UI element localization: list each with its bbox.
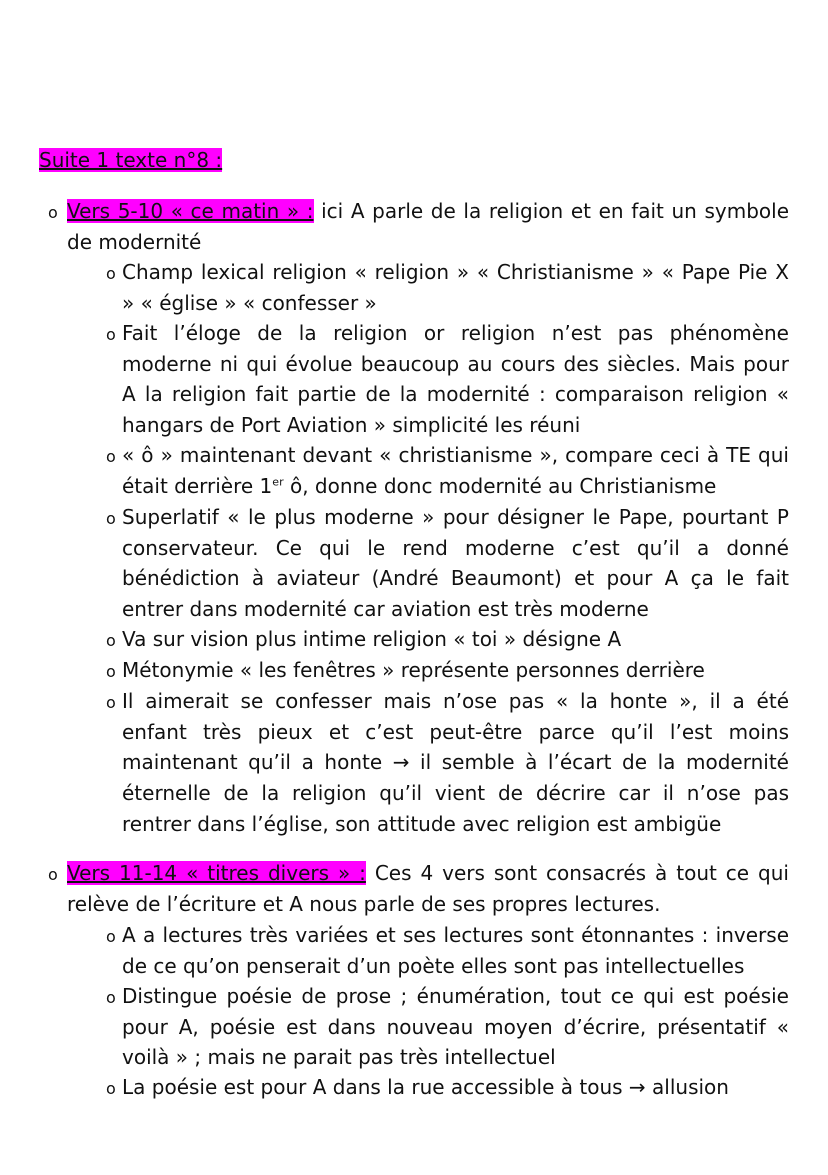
list-item: A a lectures très variées et ses lectures sont étonnantes : inverse de ce qu’on penserait d’un poète elles sont pas intellectuelles bbox=[122, 923, 789, 978]
list-item: Va sur vision plus intime religion « toi » désigne A bbox=[122, 627, 622, 651]
section-bullet: o bbox=[48, 865, 58, 884]
list-item: La poésie est pour A dans la rue accessible à tous → allusion bbox=[122, 1075, 729, 1099]
list-bullet: o bbox=[106, 447, 116, 466]
list-bullet: o bbox=[106, 662, 116, 681]
section-2-intro: Ces 4 vers sont consacrés à tout ce qui relève de l’écriture et A nous parle de ses propres lectures. bbox=[67, 861, 789, 916]
list-item: Il aimerait se confesser mais n’ose pas « la honte », il a été enfant très pieux et c’est peut-être parce qu’il l’est moins maintenant qu’il a honte → il semble à l’écart de la modernité éternelle de la religion qu’il vient de décrire car il n’ose pas rentrer dans l’église, son attitude avec religion est ambigüe bbox=[122, 689, 789, 836]
list-item: Fait l’éloge de la religion or religion n’est pas phénomène moderne ni qui évolue beaucoup au cours des siècles. Mais pour A la religion fait partie de la modernité : comparaison religion « hangars de Port Aviation » simplicité les réuni bbox=[122, 321, 789, 438]
list-bullet: o bbox=[106, 1079, 116, 1098]
section-1-paragraph bbox=[67, 196, 789, 257]
section-1-intro: ici A parle de la religion et en fait un symbole de modernité bbox=[67, 199, 790, 254]
list-item: Champ lexical religion « religion » « Christianisme » « Pape Pie X » « église » « confesser » bbox=[122, 260, 789, 315]
list-bullet: o bbox=[106, 927, 116, 946]
list-bullet: o bbox=[106, 693, 116, 712]
list-bullet: o bbox=[106, 509, 116, 528]
list-item: Métonymie « les fenêtres » représente personnes derrière bbox=[122, 658, 705, 682]
list-bullet: o bbox=[106, 631, 116, 650]
section-2-paragraph bbox=[67, 858, 789, 919]
list-bullet: o bbox=[106, 325, 116, 344]
list-bullet: o bbox=[106, 264, 116, 283]
section-1-heading: Vers 5-10 « ce matin » : bbox=[67, 199, 314, 223]
section-2-heading: Vers 11-14 « titres divers » : bbox=[67, 861, 366, 885]
list-item: Distingue poésie de prose ; énumération, tout ce qui est poésie pour A, poésie est dans nouveau moyen d’écrire, présentatif « voilà » ; mais ne parait pas très intellectuel bbox=[122, 984, 789, 1070]
list-bullet: o bbox=[106, 988, 116, 1007]
list-item: « ô » maintenant devant « christianisme », compare ceci à TE qui était derrière 1er ô, donne donc modernité au Christianisme bbox=[122, 443, 789, 498]
section-bullet: o bbox=[48, 203, 58, 222]
list-item: Superlatif « le plus moderne » pour désigner le Pape, pourtant P conservateur. Ce qui le rend moderne c’est qu’il a donné bénédiction à aviateur (André Beaumont) et pour A ça le fait entrer dans modernité car aviation est très moderne bbox=[122, 505, 789, 622]
page-title: Suite 1 texte n°8 : bbox=[39, 148, 223, 172]
